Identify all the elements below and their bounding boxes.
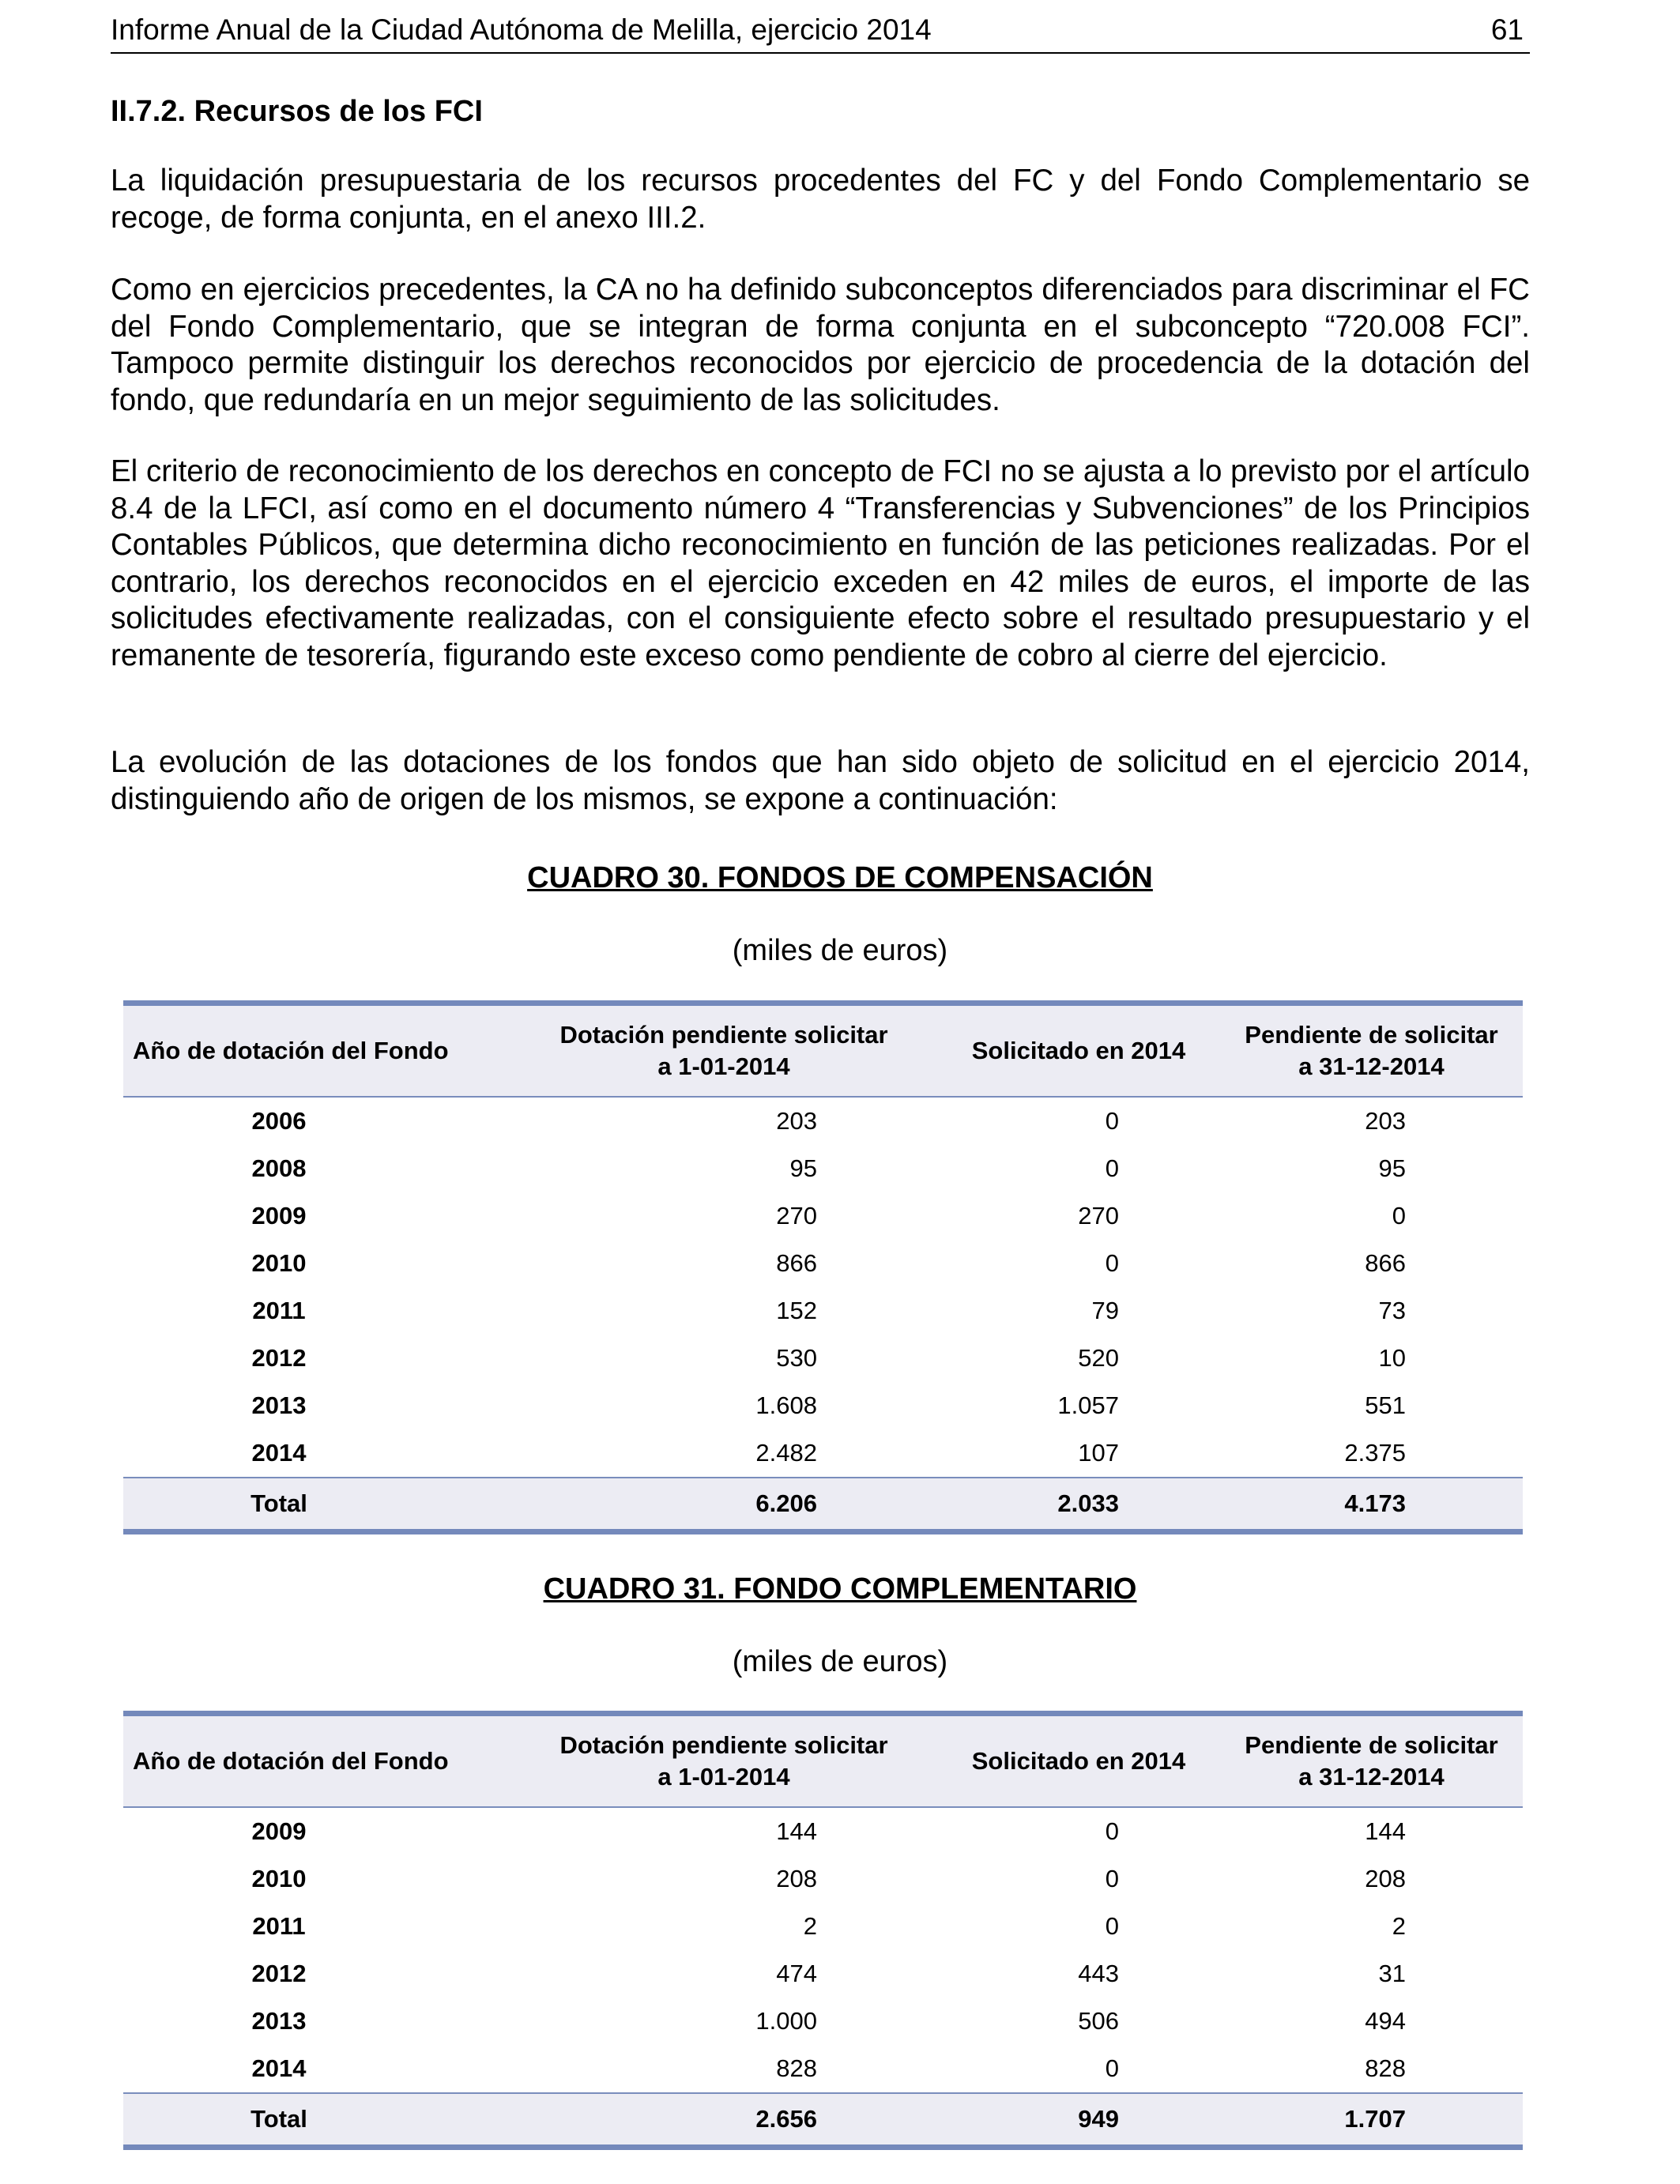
cell-pendiente: 10 [1378,1344,1406,1372]
cell-solicitado: 0 [1105,1865,1119,1892]
cell-year: 2010 [251,1865,307,1892]
table30-header-year: Año de dotación del Fondo [133,1037,449,1064]
table30-header-dotacion-line2: a 1-01-2014 [657,1052,790,1080]
cell-year: 2012 [251,1960,307,1987]
cell-solicitado: 0 [1105,1107,1119,1135]
cell-dotacion: 270 [776,1202,817,1229]
cell-year: 2014 [251,2054,307,2082]
cell-dotacion: 152 [776,1297,817,1324]
cell-year: 2006 [251,1107,307,1135]
table31-header-solicitado: Solicitado en 2014 [971,1747,1186,1775]
table30-header-dotacion [510,1004,937,1098]
table-row [123,1097,1523,1145]
cell-year: 2012 [251,1344,307,1372]
table30-header-row [123,1004,1523,1098]
cell-dotacion: 2.482 [755,1439,817,1467]
paragraph-4: La evolución de las dotaciones de los fondos que han sido objeto de solicitud en el ejercicio 2014, distinguiendo año de origen de los mismos, se expone a continuación: [111,745,1530,816]
table-row [123,1903,1523,1950]
table31 [123,1711,1523,2150]
cell-pendiente: 828 [1365,2054,1406,2082]
cell-pendiente: 144 [1365,1817,1406,1845]
cell-solicitado: 0 [1105,1912,1119,1940]
cell-total-label: Total [250,1489,307,1517]
cell-pendiente: 866 [1365,1249,1406,1277]
table-row [123,1855,1523,1903]
cell-dotacion: 2 [803,1912,817,1940]
cell-pendiente: 203 [1365,1107,1406,1135]
table30-unit: (miles de euros) [732,934,948,967]
cell-solicitado: 79 [1091,1297,1119,1324]
cell-total-label: Total [250,2105,307,2133]
table31-header-pendiente [1220,1714,1523,1808]
cell-year: 2013 [251,1391,307,1419]
table31-header-year: Año de dotación del Fondo [133,1747,449,1775]
table-row [123,1145,1523,1192]
cell-solicitado: 520 [1078,1344,1119,1372]
cell-dotacion: 530 [776,1344,817,1372]
table31-header-row [123,1714,1523,1808]
table31-title: CUADRO 31. FONDO COMPLEMENTARIO [543,1572,1137,1606]
cell-year: 2009 [251,1817,307,1845]
cell-solicitado: 270 [1078,1202,1119,1229]
cell-total-pendiente: 4.173 [1344,1489,1406,1517]
table31-header-dotacion-line2: a 1-01-2014 [657,1763,790,1791]
table30-header-pendiente-line1: Pendiente de solicitar [1245,1021,1498,1049]
paragraph-1: La liquidación presupuestaria de los recursos procedentes del FC y del Fondo Complementario se recoge, de forma conjunta, en el anexo III.2. [111,164,1530,235]
table-row [123,1240,1523,1287]
cell-solicitado: 506 [1078,2007,1119,2035]
cell-year: 2011 [252,1912,306,1940]
cell-pendiente: 95 [1378,1154,1406,1182]
table30-header-dotacion-line1: Dotación pendiente solicitar [559,1021,888,1049]
cell-year: 2011 [252,1297,306,1324]
paragraph-3: El criterio de reconocimiento de los derechos en concepto de FCI no se ajusta a lo previsto por el artículo 8.4 de la LFCI, así como en el documento número 4 “Transferencias y Subvenciones” de los Principios Contables Públicos, que determina dicho reconocimiento en función de las peticiones realizadas. Por el contrario, los derechos reconocidos en el ejercicio exceden en 42 miles de euros, el importe de las solicitudes efectivamente realizadas, con el consiguiente efecto sobre el resultado presupuestario y el remanente de tesorería, figurando este exceso como pendiente de cobro al cierre del ejercicio. [111,454,1530,672]
cell-solicitado: 0 [1105,1249,1119,1277]
cell-pendiente: 208 [1365,1865,1406,1892]
table-row [123,1998,1523,2045]
cell-dotacion: 1.608 [755,1391,817,1419]
cell-solicitado: 1.057 [1057,1391,1119,1419]
cell-pendiente: 551 [1365,1391,1406,1419]
cell-year: 2008 [251,1154,307,1182]
cell-pendiente: 73 [1378,1297,1406,1324]
cell-total-dotacion: 6.206 [755,1489,817,1517]
cell-solicitado: 0 [1105,1154,1119,1182]
cell-total-solicitado: 949 [1078,2105,1119,2133]
cell-total-pendiente: 1.707 [1344,2105,1406,2133]
cell-dotacion: 144 [776,1817,817,1845]
cell-pendiente: 494 [1365,2007,1406,2035]
cell-total-dotacion: 2.656 [755,2105,817,2133]
table31-header-dotacion [510,1714,937,1808]
table-row [123,1807,1523,1855]
table31-unit: (miles de euros) [732,1645,948,1678]
table30-header-pendiente-line2: a 31-12-2014 [1298,1052,1445,1080]
cell-dotacion: 208 [776,1865,817,1892]
cell-dotacion: 828 [776,2054,817,2082]
cell-dotacion: 866 [776,1249,817,1277]
cell-dotacion: 203 [776,1107,817,1135]
cell-year: 2013 [251,2007,307,2035]
table30-header-pendiente [1220,1004,1523,1098]
table31-total-row [123,2093,1523,2148]
table-row [123,1429,1523,1478]
paragraph-2: Como en ejercicios precedentes, la CA no ha definido subconceptos diferenciados para discriminar el FC del Fondo Complementario, que se integran de forma conjunta en el subconcepto “720.008 FCI”. Tampoco permite distinguir los derechos reconocidos por ejercicio de procedencia de la dotación del fondo, que redundaría en un mejor seguimiento de las solicitudes. [111,273,1530,417]
cell-pendiente: 0 [1392,1202,1406,1229]
running-header [111,8,1530,54]
table31-header-pendiente-line2: a 31-12-2014 [1298,1763,1445,1791]
cell-dotacion: 95 [789,1154,817,1182]
cell-solicitado: 0 [1105,1817,1119,1845]
table-row [123,1287,1523,1335]
cell-solicitado: 443 [1078,1960,1119,1987]
table31-header-dotacion-line1: Dotación pendiente solicitar [559,1731,888,1759]
table30-total-row [123,1478,1523,1532]
table-row [123,1192,1523,1240]
cell-year: 2009 [251,1202,307,1229]
cell-solicitado: 0 [1105,2054,1119,2082]
header-title: Informe Anual de la Ciudad Autónoma de Melilla, ejercicio 2014 [111,13,932,46]
table-row [123,2045,1523,2093]
table-row [123,1950,1523,1998]
cell-pendiente: 2.375 [1344,1439,1406,1467]
cell-pendiente: 31 [1378,1960,1406,1987]
table-row [123,1335,1523,1382]
table30-header-solicitado: Solicitado en 2014 [971,1037,1186,1064]
cell-dotacion: 1.000 [755,2007,817,2035]
cell-total-solicitado: 2.033 [1057,1489,1119,1517]
cell-year: 2014 [251,1439,307,1467]
cell-solicitado: 107 [1078,1439,1119,1467]
table-row [123,1382,1523,1429]
section-heading: II.7.2. Recursos de los FCI [111,95,483,128]
cell-dotacion: 474 [776,1960,817,1987]
cell-pendiente: 2 [1392,1912,1406,1940]
table30-title: CUADRO 30. FONDOS DE COMPENSACIÓN [527,861,1153,894]
cell-year: 2010 [251,1249,307,1277]
page-number: 61 [1490,13,1524,46]
table30 [123,1000,1523,1534]
table31-header-pendiente-line1: Pendiente de solicitar [1245,1731,1498,1759]
